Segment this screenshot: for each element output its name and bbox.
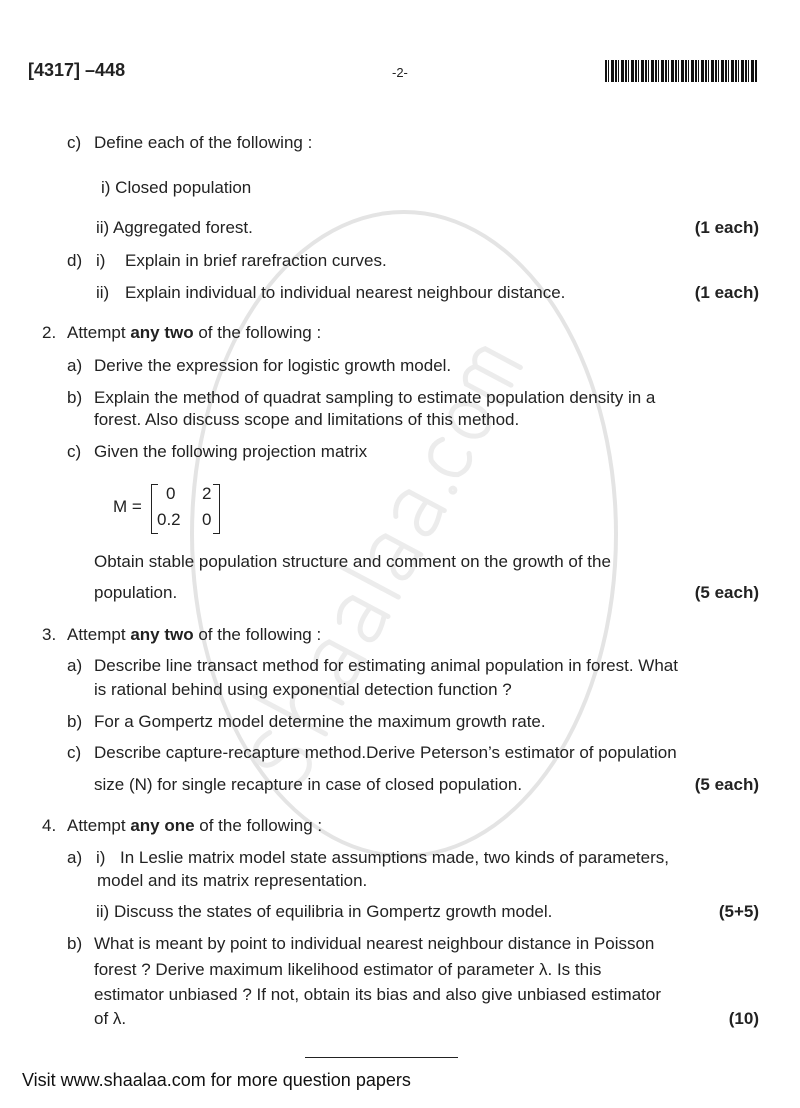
q4a-i-label: i) [96,848,106,867]
q2b-text-1: Explain the method of quadrat sampling to estimate population density in a [94,388,656,407]
q2b-text-2: forest. Also discuss scope and limitations of this method. [94,410,520,429]
q2a-label: a) [67,356,83,375]
q2-marks: (5 each) [694,583,759,602]
q4a-label: a) [67,848,83,867]
q3-heading-pre: Attempt [67,625,131,644]
q4-heading-bold: any one [130,816,195,835]
q3-heading-post: of the following : [193,625,322,644]
q1c-marks: (1 each) [694,218,759,237]
q1d-i: Explain in brief rarefraction curves. [125,251,387,270]
q1c-ii: ii) Aggregated forest. [96,218,253,237]
q4b-text-4: of λ. [94,1009,127,1028]
q3a-text-1: Describe line transact method for estimating animal population in forest. What [94,656,678,675]
q4a-i-text-2: model and its matrix representation. [97,871,368,890]
q1d-marks: (1 each) [694,283,759,302]
q4a-marks: (5+5) [718,902,759,921]
q1c-i: i) Closed population [101,178,252,197]
barcode [605,60,757,82]
matrix-name: M = [113,497,142,516]
matrix-m22: 0 [202,510,212,529]
q3-number: 3. [42,625,57,644]
q3c-text-2: size (N) for single recapture in case of closed population. [94,775,523,794]
q1d-ii: Explain individual to individual nearest neighbour distance. [125,283,566,302]
matrix-m12: 2 [202,484,212,503]
matrix-m21: 0.2 [157,510,181,529]
end-rule [305,1057,458,1058]
q2-number: 2. [42,323,57,342]
q2c-label: c) [67,442,82,461]
q3a-label: a) [67,656,83,675]
q2-heading-pre: Attempt [67,323,131,342]
q3b-text: For a Gompertz model determine the maximum growth rate. [94,712,546,731]
q1d-label: d) [67,251,83,270]
q4-number: 4. [42,816,57,835]
q2a-text: Derive the expression for logistic growth model. [94,356,452,375]
q3c-label: c) [67,743,82,762]
q2-heading [67,323,321,343]
q1d-i-label: i) [96,251,106,270]
q3a-text-2: is rational behind using exponential detection function ? [94,680,512,699]
paper-code: [4317] –448 [28,60,126,80]
q4a-ii: ii) Discuss the states of equilibria in Gompertz growth model. [96,902,553,921]
q4-heading-pre: Attempt [67,816,131,835]
page-number: -2- [392,65,408,80]
q2c-text-2: Obtain stable population structure and comment on the growth of the [94,552,611,571]
q3b-label: b) [67,712,83,731]
q4-heading [67,816,322,836]
q1c-text: Define each of the following : [94,133,313,152]
q4b-text-1: What is meant by point to individual nearest neighbour distance in Poisson [94,934,655,953]
matrix-right-bracket [213,484,220,534]
q2c-text: Given the following projection matrix [94,442,368,461]
q4-heading-post: of the following : [194,816,323,835]
q2-heading-post: of the following : [193,323,322,342]
q1d-ii-label: ii) [96,283,110,302]
q3c-text-1: Describe capture-recapture method.Derive Peterson’s estimator of population [94,743,677,762]
q2c-text-3: population. [94,583,178,602]
q3-heading-bold: any two [130,625,194,644]
footer-link[interactable]: Visit www.shaalaa.com for more question papers [22,1070,411,1090]
q4b-marks: (10) [728,1009,759,1028]
q4b-label: b) [67,934,83,953]
q4a-i-text-1: In Leslie matrix model state assumptions made, two kinds of parameters, [120,848,669,867]
matrix-m11: 0 [166,484,176,503]
q1c-label: c) [67,133,82,152]
q2b-label: b) [67,388,83,407]
q2-heading-bold: any two [130,323,194,342]
q3-heading [67,625,321,645]
q4b-text-3: estimator unbiased ? If not, obtain its bias and also give unbiased estimator [94,985,662,1004]
q4b-text-2: forest ? Derive maximum likelihood estimator of parameter λ. Is this [94,960,602,979]
q3-marks: (5 each) [694,775,759,794]
